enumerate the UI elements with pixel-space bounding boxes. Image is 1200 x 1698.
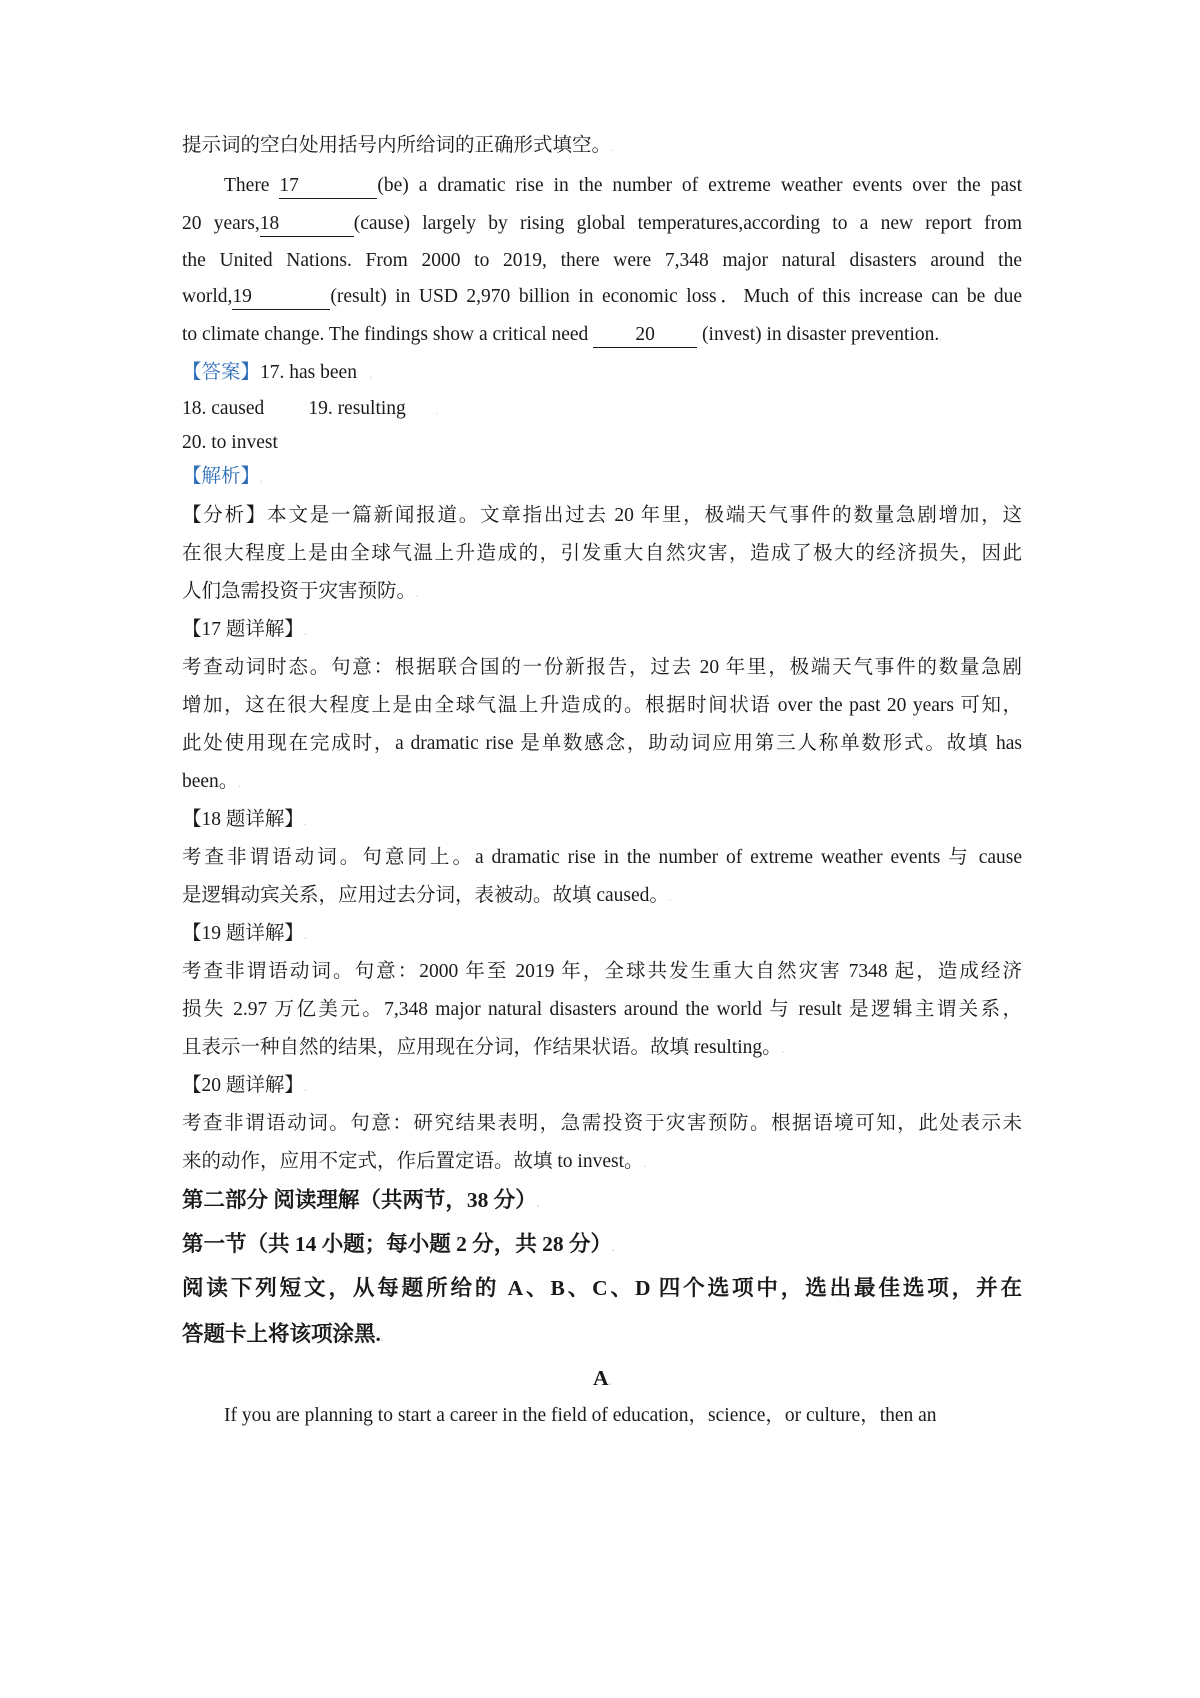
blank-20[interactable]: 20	[593, 323, 697, 348]
passage-line-3: the United Nations. From 2000 to 2019, there were 7,348 major natural disasters around the	[182, 250, 1022, 271]
q17-line-1: 考查动词时态。句意：根据联合国的一份新报告，过去 20 年里，极端天气事件的数量急剧	[182, 657, 1022, 678]
q20-heading: 【20 题详解】.	[182, 1075, 307, 1096]
q17-line-2: 增加，这在很大程度上是由全球气温上升造成的。根据时间状语 over the past 20 years 可知，	[182, 695, 1022, 716]
part2-title: 第二部分 阅读理解（共两节，38 分）.	[182, 1188, 540, 1212]
instruction-line-1: 阅读下列短文，从每题所给的 A、B、C、D 四个选项中，选出最佳选项，并在	[182, 1276, 1022, 1300]
q18-heading: 【18 题详解】.	[182, 809, 307, 830]
q18-line-2: 是逻辑动宾关系，应用过去分词，表被动。故填 caused。.	[182, 885, 672, 906]
q19-line-1: 考查非谓语动词。句意：2000 年至 2019 年，全球共发生重大自然灾害 7348 起，造成经济	[182, 961, 1022, 982]
q17-line-3: 此处使用现在完成时，a dramatic rise 是单数感念，助动词应用第三人称单数形式。故填 has	[182, 733, 1022, 754]
answer-17: 17. has been	[260, 362, 357, 383]
answer-20: 20. to invest	[182, 432, 278, 453]
analysis-tag: 【解析】	[182, 466, 261, 487]
blank-18[interactable]: 18	[260, 212, 354, 237]
answer-19: 19. resulting	[308, 398, 406, 419]
q17-line-4: been。.	[182, 771, 241, 792]
passage-line-2: 20 years,18 (cause) largely by rising global temperatures,according to a new report from	[182, 210, 1022, 238]
blank-17[interactable]: 17	[279, 174, 377, 199]
blank-19[interactable]: 19	[232, 285, 330, 310]
analysis-tag-line: 【解析】.	[182, 466, 263, 487]
intro-line: 提示词的空白处用括号内所给词的正确形式填空。.	[182, 135, 614, 156]
passage-heading: A.	[592, 1366, 612, 1390]
summary-line-1: 【分析】本文是一篇新闻报道。文章指出过去 20 年里，极端天气事件的数量急剧增加，这	[182, 505, 1022, 526]
passage-a-first-line: If you are planning to start a career in the field of education，science，or culture，then an	[224, 1405, 937, 1426]
q19-line-3: 且表示一种自然的结果，应用现在分词，作结果状语。故填 resulting。.	[182, 1037, 785, 1058]
answer-line: 【答案】17. has been .	[182, 362, 372, 383]
q20-line-1: 考查非谓语动词。句意：研究结果表明，急需投资于灾害预防。根据语境可知，此处表示未	[182, 1113, 1022, 1134]
q18-line-1: 考查非谓语动词。句意同上。a dramatic rise in the number of extreme weather events 与 cause	[182, 847, 1022, 868]
passage-line-4: world,19 (result) in USD 2,970 billion in economic loss．Much of this increase can be due	[182, 283, 1022, 311]
q17-heading: 【17 题详解】.	[182, 619, 307, 640]
passage-line-5: to climate change. The findings show a critical need 20 (invest) in disaster prevention..	[182, 321, 1022, 352]
q19-heading: 【19 题详解】.	[182, 923, 307, 944]
answer-line-2: 18. caused 19. resulting .	[182, 398, 439, 419]
passage-line-1: There 17 (be) a dramatic rise in the number of extreme weather events over the past	[182, 172, 1022, 200]
summary-line-3: 人们急需投资于灾害预防。.	[182, 581, 419, 602]
summary-line-2: 在很大程度上是由全球气温上升造成的，引发重大自然灾害，造成了极大的经济损失，因此	[182, 543, 1022, 564]
q19-line-2: 损失 2.97 万亿美元。7,348 major natural disasters around the world 与 result 是逻辑主谓关系，	[182, 999, 1022, 1020]
q20-line-2: 来的动作，应用不定式，作后置定语。故填 to invest。.	[182, 1151, 646, 1172]
answer-tag: 【答案】	[182, 362, 261, 383]
answer-18: 18. caused	[182, 398, 265, 419]
instruction-line-2: 答题卡上将该项涂黑..	[182, 1322, 384, 1346]
section1-title: 第一节（共 14 小题；每小题 2 分，共 28 分）.	[182, 1232, 615, 1256]
